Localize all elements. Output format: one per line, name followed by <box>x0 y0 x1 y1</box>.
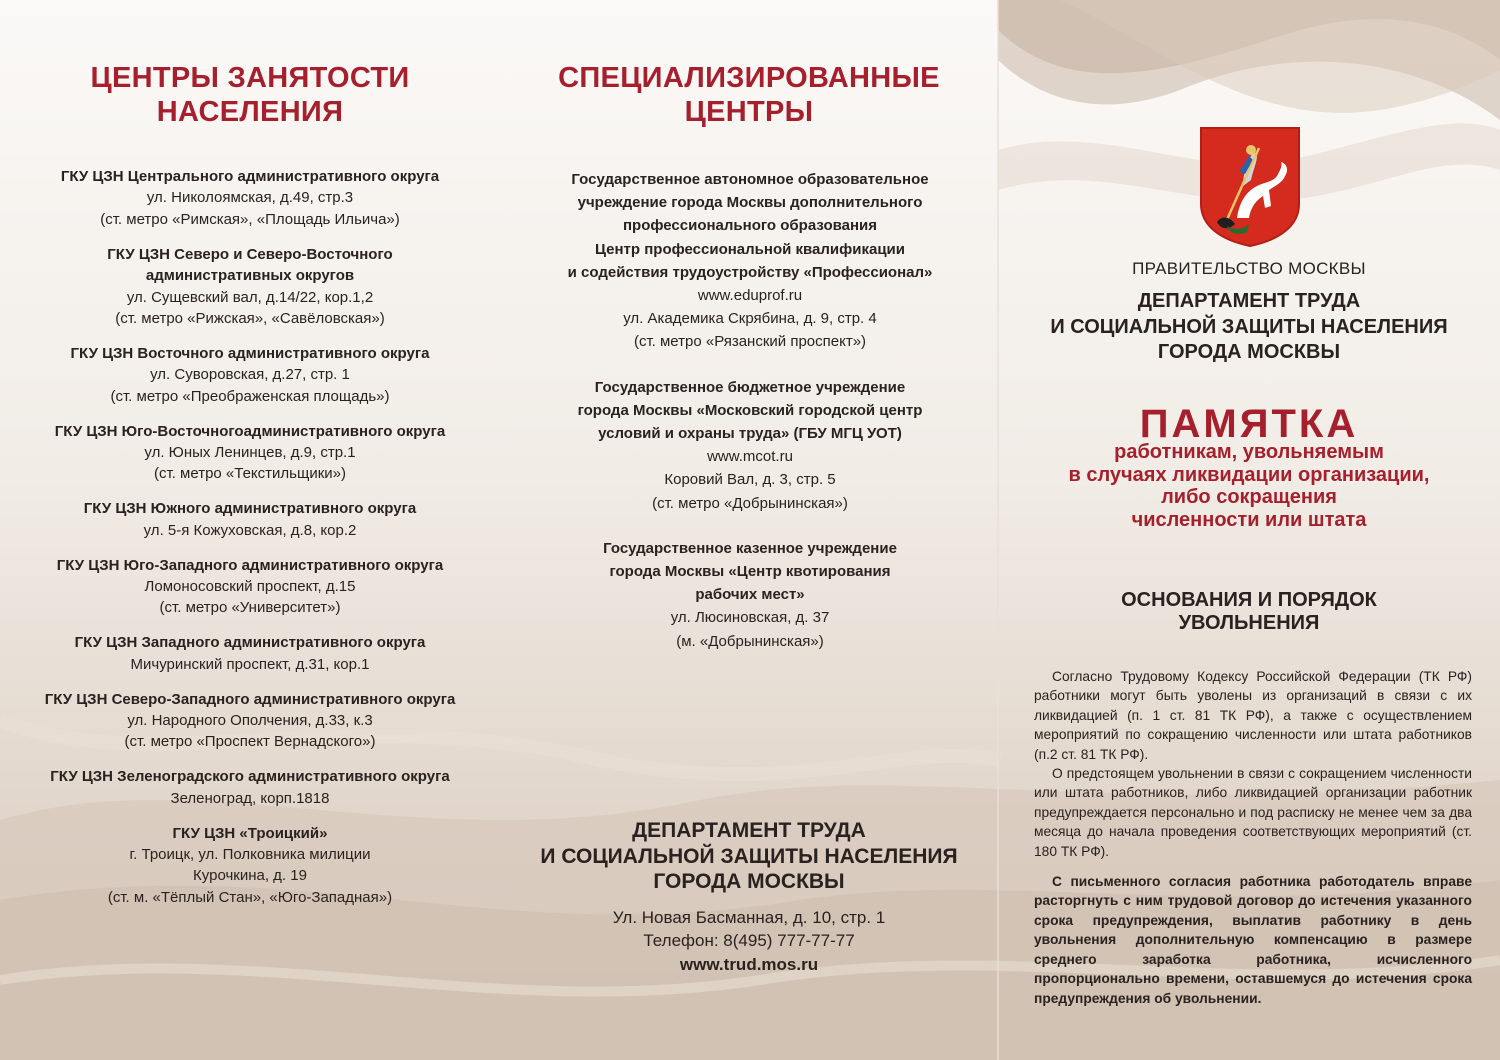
website-link[interactable]: www.mcot.ru <box>707 448 793 466</box>
list-item: ГКУ ЦЗН Юго-Восточногоадминистративного округа ул. Юных Ленинцев, д.9, стр.1 (ст. метро «Текстильщики») <box>54 422 446 483</box>
list-item: Государственное казенное учреждение города Москвы «Центр квотирования рабочих мест» ул. Люсиновская, д. 37 (м. «Добрынинская») <box>603 539 897 650</box>
list-item: Государственное бюджетное учреждение города Москвы «Московский городской центр условий и охраны труда» (ГБУ МГЦ УОТ) www.mcot.ru Коровий Вал, д. 3, стр. 5 (ст. метро «Добрынинская») <box>540 376 960 515</box>
list-item: ГКУ ЦЗН Северо и Северо-Восточного административных округов ул. Сущевский вал, д.14/22, кор.1,2 (ст. метро «Рижская», «Савёловская») <box>107 245 393 327</box>
memo-subtitle: работникам, увольняемым в случаях ликвидации организации, либо сокращения численности или штата <box>1068 441 1430 531</box>
paragraph: Согласно Трудовому Кодексу Российской Федерации (ТК РФ) работники могут быть уволены из организаций в связи с их ликвидацией (п. 1 ст. 81 ТК РФ), а также с осуществлением мероприятий по сокращению численности или штата работников (п.2 ст. 81 ТК РФ). <box>1034 669 1472 762</box>
specialized-centers-title: СПЕЦИАЛИЗИРОВАННЫЕ ЦЕНТРЫ <box>558 62 940 128</box>
department-title: ДЕПАРТАМЕНТ ТРУДА <box>632 819 866 842</box>
specialized-centers-list <box>540 168 960 675</box>
government-label: ПРАВИТЕЛЬСТВО МОСКВЫ <box>1132 259 1366 278</box>
memo-title: ПАМЯТКА <box>1139 402 1359 446</box>
dismissal-rules-text <box>1034 667 1472 1008</box>
list-item: ГКУ ЦЗН Восточного административного округа ул. Суворовская, д.27, стр. 1 (ст. метро «Преображенская площадь») <box>70 344 430 405</box>
basis-heading: ОСНОВАНИЯ И ПОРЯДОК УВОЛЬНЕНИЯ <box>1121 589 1377 634</box>
department-address: Ул. Новая Басманная, д. 10, стр. 1 <box>612 907 886 927</box>
list-item: ГКУ ЦЗН «Троицкий» г. Троицк, ул. Полковника милиции Курочкина, д. 19 (ст. м. «Тёплый Стан», «Юго-Западная») <box>107 824 393 906</box>
department-title-line: ГОРОДА МОСКВЫ <box>653 870 845 893</box>
list-item: ГКУ ЦЗН Западного административного округа Мичуринский проспект, д.31, кор.1 <box>74 634 426 673</box>
employment-centers-panel <box>0 0 500 1060</box>
cover-panel <box>998 0 1500 1060</box>
specialized-centers-panel <box>500 0 998 1060</box>
department-contacts <box>500 818 998 976</box>
employment-centers-list <box>20 166 480 922</box>
list-item: ГКУ ЦЗН Южного административного округа ул. 5-я Кожуховская, д.8, кор.2 <box>83 500 417 539</box>
list-item: ГКУ ЦЗН Северо-Западного административного округа ул. Народного Ополчения, д.33, к.3 (ст. метро «Проспект Вернадского») <box>44 690 456 751</box>
department-title-line: И СОЦИАЛЬНОЙ ЗАЩИТЫ НАСЕЛЕНИЯ <box>540 844 958 868</box>
list-item: ГКУ ЦЗН Центрального административного округа ул. Николоямская, д.49, стр.3 (ст. метро «Римская», «Площадь Ильича») <box>60 168 440 228</box>
cover-department-title: ДЕПАРТАМЕНТ ТРУДА И СОЦИАЛЬНОЙ ЗАЩИТЫ НАСЕЛЕНИЯ ГОРОДА МОСКВЫ <box>1050 290 1448 363</box>
department-website-link[interactable]: www.trud.mos.ru <box>679 954 819 974</box>
list-item: Государственное автономное образовательное учреждение города Москвы дополнительного профессионального образования Центр профессиональной квалификации и содействия трудоустройству «Профессионал» www.eduprof.ru ул. Академика Скрябина, д. 9, стр. 4 (ст. метро «Рязанский проспект») <box>540 168 960 354</box>
employment-centers-title: ЦЕНТРЫ ЗАНЯТОСТИ НАСЕЛЕНИЯ <box>90 62 410 128</box>
department-phone: Телефон: 8(495) 777-77-77 <box>643 931 855 950</box>
list-item: ГКУ ЦЗН Юго-Западного административного округа Ломоносовский проспект, д.15 (ст. метро «Университет») <box>56 556 444 617</box>
website-link[interactable]: www.eduprof.ru <box>697 287 803 305</box>
paragraph: С письменного согласия работника работодатель вправе расторгнуть с ним трудовой договор до истечения указанного срока предупреждения, выплатив работнику в день увольнения дополнительную компенсацию в размере среднего заработка работника, исчисленного пропорционально времени, оставшемуся до истечения срока предупреждения об увольнении. <box>1034 874 1472 1006</box>
moscow-coat-of-arms-icon <box>1199 126 1301 248</box>
paragraph: О предстоящем увольнении в связи с сокращением численности или штата работников, либо ликвидацией организации работник предупреждается персонально и под расписку не менее чем за два месяца до начала проведения соответствующих мероприятий (ст. 180 ТК РФ). <box>1034 766 1472 859</box>
list-item: ГКУ ЦЗН Зеленоградского административного округа Зеленоград, корп.1818 <box>50 768 450 807</box>
